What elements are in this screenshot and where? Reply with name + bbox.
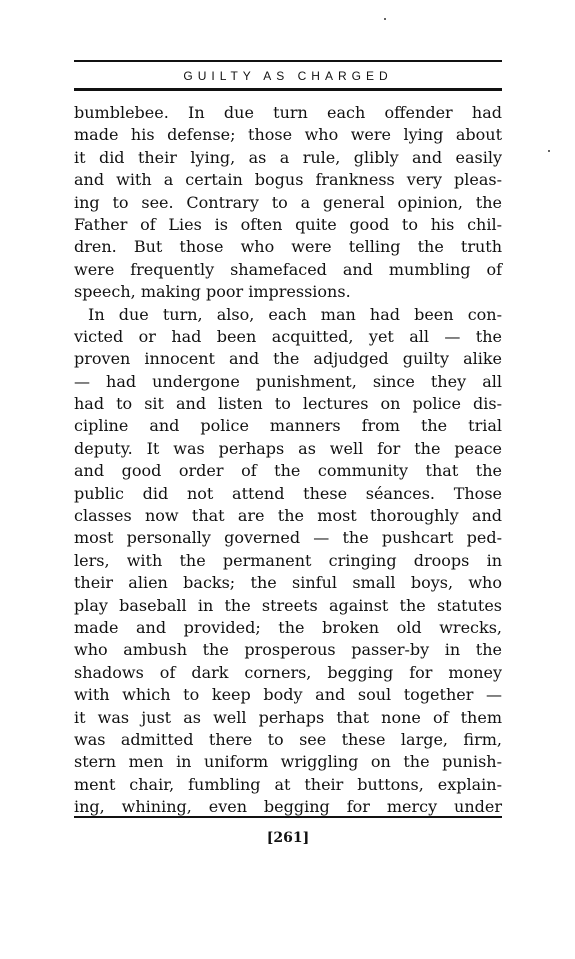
text-line: was admitted there to see these large, firm, bbox=[74, 729, 502, 749]
text-line: — had undergone punishment, since they all bbox=[74, 371, 502, 391]
text-line: classes now that are the most thoroughly and bbox=[74, 506, 502, 526]
text-line: speech, making poor impressions. bbox=[74, 282, 351, 302]
text-line: ing, whining, even begging for mercy under bbox=[74, 797, 502, 817]
text-line: victed or had been acquitted, yet all — the bbox=[74, 326, 502, 346]
text-line: most personally governed — the pushcart ped- bbox=[74, 528, 502, 548]
text-line: with which to keep body and soul together — bbox=[74, 685, 502, 705]
text-line: deputy. It was perhaps as well for the peace bbox=[74, 438, 502, 458]
body-text bbox=[74, 102, 502, 819]
text-line: In due turn, also, each man had been con- bbox=[88, 304, 502, 324]
text-line: proven innocent and the adjudged guilty alike bbox=[74, 349, 502, 369]
paragraph bbox=[74, 304, 502, 819]
paragraph bbox=[74, 102, 502, 304]
page-number: [261] bbox=[266, 830, 310, 846]
text-line: public did not attend these séances. Those bbox=[74, 483, 502, 503]
text-line: stern men in uniform wriggling on the punish- bbox=[74, 752, 502, 772]
text-line: Father of Lies is often quite good to his chil- bbox=[74, 214, 502, 234]
text-line: who ambush the prosperous passer-by in the bbox=[74, 640, 502, 660]
text-line: ment chair, fumbling at their buttons, explain- bbox=[74, 774, 502, 794]
text-line: made and provided; the broken old wrecks, bbox=[74, 617, 502, 637]
text-line: made his defense; those who were lying about bbox=[74, 125, 502, 145]
text-line: and with a certain bogus frankness very pleas- bbox=[74, 170, 502, 190]
text-line: play baseball in the streets against the statutes bbox=[74, 595, 502, 615]
text-line: cipline and police manners from the trial bbox=[74, 416, 502, 436]
text-line: bumblebee. In due turn each offender had bbox=[74, 103, 502, 122]
text-line: it did their lying, as a rule, glibly and easily bbox=[74, 147, 502, 167]
text-line: were frequently shamefaced and mumbling of bbox=[74, 259, 502, 279]
top-rule bbox=[74, 60, 502, 62]
running-head: GUILTY AS CHARGED bbox=[183, 69, 393, 83]
text-line: had to sit and listen to lectures on police dis- bbox=[74, 394, 502, 414]
print-speck bbox=[384, 18, 386, 20]
text-line: and good order of the community that the bbox=[74, 461, 502, 481]
text-line: ing to see. Contrary to a general opinion, the bbox=[74, 192, 502, 212]
text-line: their alien backs; the sinful small boys, who bbox=[74, 573, 502, 593]
print-speck bbox=[548, 150, 550, 152]
text-line: it was just as well perhaps that none of them bbox=[74, 707, 502, 727]
text-line: dren. But those who were telling the truth bbox=[74, 237, 502, 257]
text-line: lers, with the permanent cringing droops in bbox=[74, 550, 502, 570]
text-line: shadows of dark corners, begging for money bbox=[74, 662, 502, 682]
header-rule bbox=[74, 88, 502, 91]
